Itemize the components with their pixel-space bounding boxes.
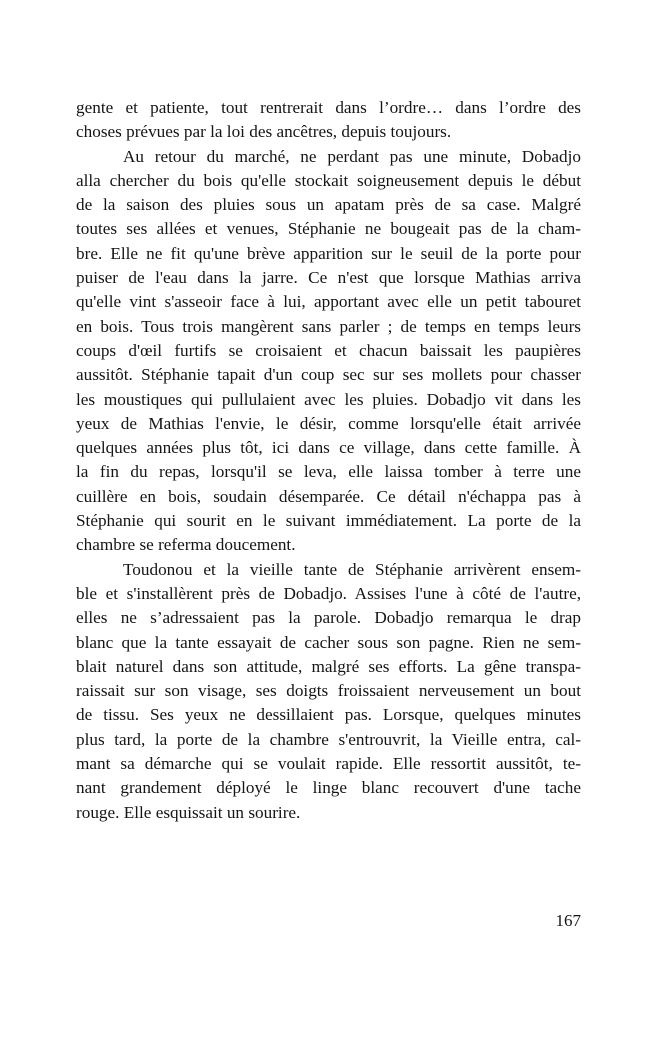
text-line: choses prévues par la loi des ancêtres, depuis toujours. bbox=[76, 122, 452, 142]
text-line: gente et patiente, tout rentrerait dans l’ordre… dans l’ordre des bbox=[76, 98, 581, 117]
page-number: 167 bbox=[555, 911, 581, 930]
text-line: qu'elle vint s'asseoir face à lui, apportant avec elle un petit tabouret bbox=[76, 292, 581, 312]
text-line: blanc que la tante essayait de cacher sous son pagne. Rien ne sem- bbox=[76, 632, 581, 652]
text-line: aussitôt. Stéphanie tapait d'un coup sec sur ses mollets pour chasser bbox=[76, 365, 581, 385]
text-line: coups d'œil furtifs se croisaient et chacun baissait les paupières bbox=[76, 340, 581, 360]
paragraph bbox=[76, 558, 581, 825]
paragraph bbox=[76, 145, 581, 558]
text-line: elles ne s’adressaient pas la parole. Dobadjo remarqua le drap bbox=[76, 608, 581, 628]
text-line: de tissu. Ses yeux ne dessillaient pas. Lorsque, quelques minutes bbox=[76, 705, 581, 725]
text-line: bre. Elle ne fit qu'une brève apparition sur le seuil de la porte pour bbox=[76, 243, 581, 263]
text-line: les moustiques qui pullulaient avec les pluies. Dobadjo vit dans les bbox=[76, 389, 581, 409]
text-line: alla chercher du bois qu'elle stockait soigneusement depuis le début bbox=[76, 170, 581, 190]
text-line: yeux de Mathias l'envie, le désir, comme lorsqu'elle était arrivée bbox=[76, 413, 581, 433]
text-line: quelques années plus tôt, ici dans ce village, dans cette famille. À bbox=[76, 438, 581, 458]
text-line: cuillère en bois, soudain désemparée. Ce détail n'échappa pas à bbox=[76, 486, 581, 506]
text-line: blait naturel dans son attitude, malgré ses efforts. La gêne transpa- bbox=[76, 656, 581, 676]
text-line: Au retour du marché, ne perdant pas une minute, Dobadjo bbox=[123, 146, 581, 166]
text-line: puiser de l'eau dans la jarre. Ce n'est que lorsque Mathias arriva bbox=[76, 268, 581, 288]
text-line: Toudonou et la vieille tante de Stéphanie arrivèrent ensem- bbox=[123, 559, 581, 579]
text-line: mant sa démarche qui se voulait rapide. Elle ressortit aussitôt, te- bbox=[76, 754, 581, 774]
text-line: rouge. Elle esquissait un sourire. bbox=[76, 802, 301, 822]
paragraph bbox=[76, 96, 581, 145]
page-body-text bbox=[76, 96, 581, 825]
text-line: Stéphanie qui sourit en le suivant immédiatement. La porte de la bbox=[76, 511, 581, 531]
text-line: la fin du repas, lorsqu'il se leva, elle laissa tomber à terre une bbox=[76, 462, 581, 482]
text-line: chambre se referma doucement. bbox=[76, 535, 296, 555]
text-line: nant grandement déployé le linge blanc recouvert d'une tache bbox=[76, 778, 581, 798]
text-line: plus tard, la porte de la chambre s'entrouvrit, la Vieille entra, cal- bbox=[76, 729, 581, 749]
text-line: toutes ses allées et venues, Stéphanie ne bougeait pas de la cham- bbox=[76, 219, 581, 239]
text-line: ble et s'installèrent près de Dobadjo. Assises l'une à côté de l'autre, bbox=[76, 583, 581, 603]
text-line: raissait sur son visage, ses doigts froissaient nerveusement un bout bbox=[76, 681, 581, 701]
text-line: de la saison des pluies sous un apatam près de sa case. Malgré bbox=[76, 195, 581, 215]
text-line: en bois. Tous trois mangèrent sans parler ; de temps en temps leurs bbox=[76, 316, 581, 336]
